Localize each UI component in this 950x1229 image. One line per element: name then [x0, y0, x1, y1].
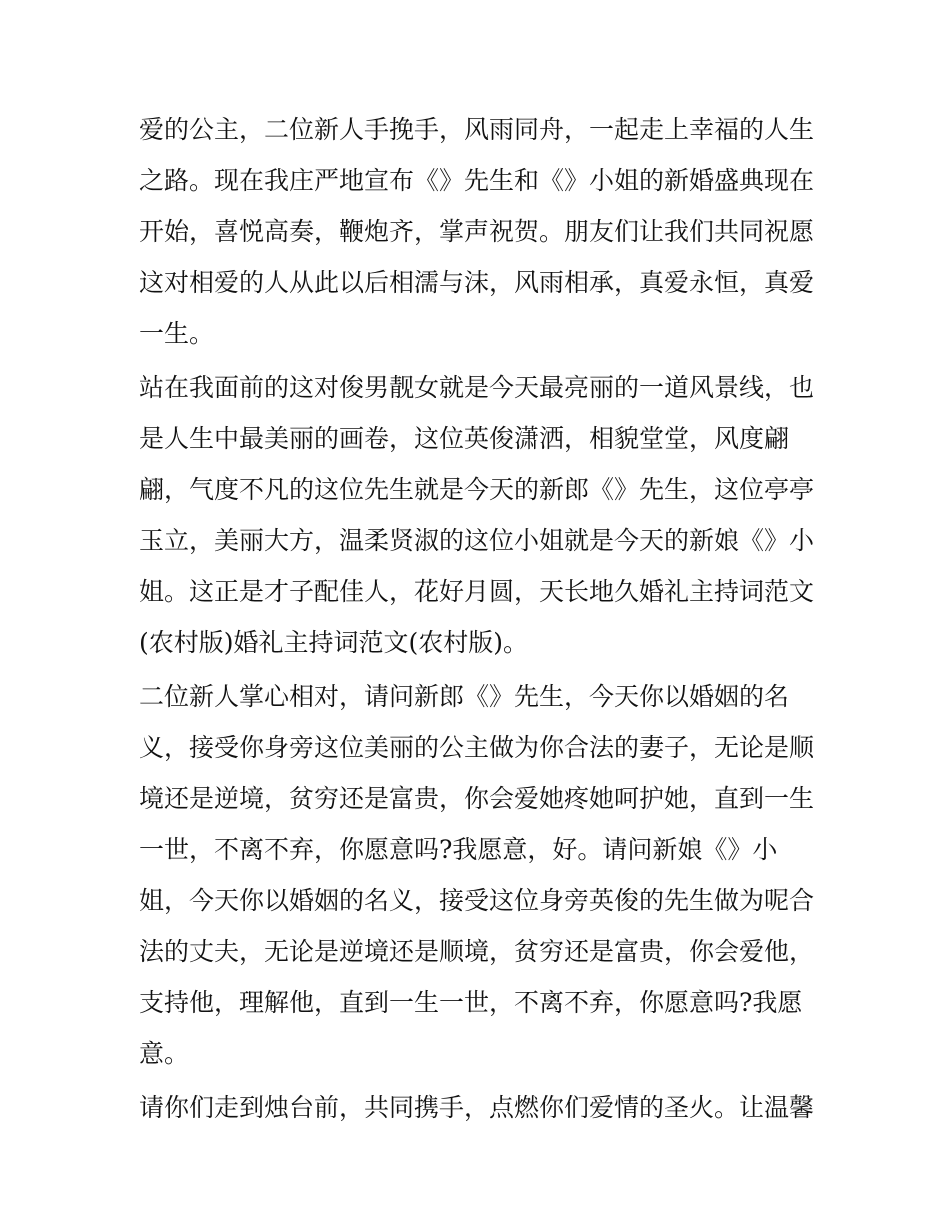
paragraph-3: [139, 671, 819, 1079]
paragraph-4: [139, 1082, 819, 1133]
text-line: 二位新人掌心相对，请问新郎《》先生，今天你以婚姻的名: [139, 682, 790, 711]
paragraph-2: [139, 362, 819, 668]
text-line: 翩，气度不凡的这位先生就是今天的新郎《》先生，这位亭亭: [139, 475, 815, 504]
text-line: (农村版)婚礼主持词范文(农村版)。: [139, 628, 529, 657]
text-line: 站在我面前的这对俊男靓女就是今天最亮丽的一道风景线，也: [139, 373, 815, 402]
text-line: 境还是逆境，贫穷还是富贵，你会爱她疼她呵护她，直到一生: [139, 784, 815, 813]
text-line: 之路。现在我庄严地宣布《》先生和《》小姐的新婚盛典现在: [139, 166, 815, 195]
text-line: 开始，喜悦高奏，鞭炮齐，掌声祝贺。朋友们让我们共同祝愿: [139, 217, 815, 246]
text-line: 姐，今天你以婚姻的名义，接受这位身旁英俊的先生做为呢合: [139, 886, 815, 915]
text-line: 这对相爱的人从此以后相濡与沫，风雨相承，真爱永恒，真爱: [139, 268, 815, 297]
text-line: 姐。这正是才子配佳人，花好月圆，天长地久婚礼主持词范文: [139, 577, 815, 606]
paragraph-1: [139, 104, 819, 359]
text-line: 请你们走到烛台前，共同携手，点燃你们爱情的圣火。让温馨: [139, 1093, 815, 1122]
text-line: 意。: [139, 1039, 190, 1068]
document-body: [139, 104, 819, 1136]
text-line: 法的丈夫，无论是逆境还是顺境，贫穷还是富贵，你会爱他，: [139, 937, 815, 966]
text-line: 爱的公主，二位新人手挽手，风雨同舟，一起走上幸福的人生: [139, 115, 815, 144]
text-line: 支持他，理解他，直到一生一世，不离不弃，你愿意吗?我愿: [139, 988, 803, 1017]
text-line: 一世，不离不弃，你愿意吗?我愿意，好。请问新娘《》小: [139, 835, 778, 864]
text-line: 是人生中最美丽的画卷，这位英俊潇洒，相貌堂堂，风度翩: [139, 424, 790, 453]
text-line: 一生。: [139, 319, 215, 348]
text-line: 义，接受你身旁这位美丽的公主做为你合法的妻子，无论是顺: [139, 733, 815, 762]
text-line: 玉立，美丽大方，温柔贤淑的这位小姐就是今天的新娘《》小: [139, 526, 815, 555]
